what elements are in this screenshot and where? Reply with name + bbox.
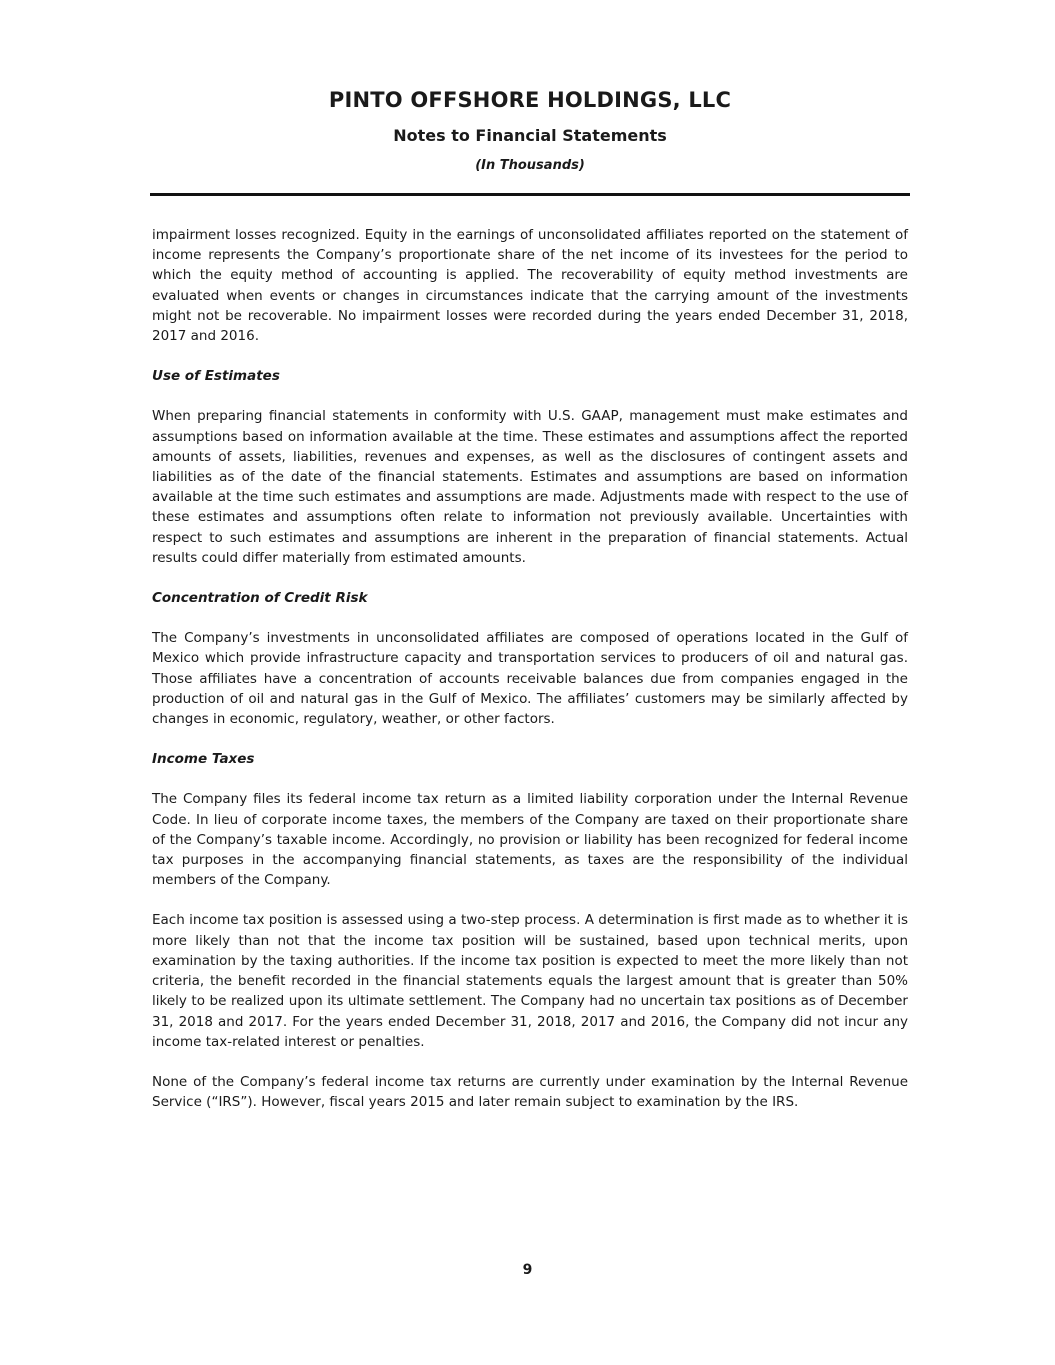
intro-paragraph: impairment losses recognized. Equity in the earnings of unconsolidated affiliates reported on the statement of income represents the Company’s proportionate share of the net income of its investees for the period to which the equity method of accounting is applied. The recoverability of equity method investments are evaluated when events or changes in circumstances indicate that the carrying amount of the investments might not be recoverable. No impairment losses were recorded during the years ended December 31, 2018, 2017 and 2016. — [152, 227, 908, 345]
income-taxes-paragraph-3: None of the Company’s federal income tax returns are currently under examination by the Internal Revenue Service (“IRS”). However, fiscal years 2015 and later remain subject to examination by the IRS. — [152, 1073, 908, 1111]
company-name: PINTO OFFSHORE HOLDINGS, LLC — [328, 88, 732, 112]
section-heading-credit-risk: Concentration of Credit Risk — [152, 590, 368, 607]
header-rule — [150, 193, 910, 196]
income-taxes-paragraph-2: Each income tax position is assessed using a two-step process. A determination is first made as to whether it is more likely than not that the income tax position will be sustained, based upon technical merits, upon examination by the taxing authorities. If the income tax position is expected to meet the more likely than not criteria, the benefit recorded in the financial statements equals the largest amount that is greater than 50% likely to be realized upon its ultimate settlement. The Company had no uncertain tax positions as of December 31, 2018 and 2017. For the years ended December 31, 2018, 2017 and 2016, the Company did not incur any income tax-related interest or penalties. — [152, 912, 908, 1050]
document-subtitle: Notes to Financial Statements — [393, 126, 667, 145]
estimates-paragraph: When preparing financial statements in conformity with U.S. GAAP, management must make estimates and assumptions based on information available at the time. These estimates and assumptions affect the reported amounts of assets, liabilities, revenues and expenses, as well as the disclosures of contingent assets and liabilities as of the date of the financial statements. Estimates and assumptions are based on information available at the time such estimates and assumptions are made. Adjustments made with respect to the use of these estimates and assumptions often relate to information not previously available. Uncertainties with respect to such estimates and assumptions are inherent in the preparation of financial statements. Actual results could differ materially from estimated amounts. — [152, 408, 908, 566]
units-note: (In Thousands) — [475, 158, 585, 173]
income-taxes-paragraph-1: The Company files its federal income tax return as a limited liability corporation under the Internal Revenue Code. In lieu of corporate income taxes, the members of the Company are taxed on their proportionate share of the Company’s taxable income. Accordingly, no provision or liability has been recognized for federal income tax purposes in the accompanying financial statements, as taxes are the responsibility of the individual members of the Company. — [152, 791, 908, 889]
document-header — [150, 88, 910, 173]
credit-risk-paragraph: The Company’s investments in unconsolidated affiliates are composed of operations located in the Gulf of Mexico which provide infrastructure capacity and transportation services to producers of oil and natural gas. Those affiliates have a concentration of accounts receivable balances due from companies engaged in the production of oil and natural gas in the Gulf of Mexico. The affiliates’ customers may be similarly affected by changes in economic, regulatory, weather, or other factors. — [152, 630, 908, 728]
section-heading-use-of-estimates: Use of Estimates — [152, 368, 280, 385]
page-number: 9 — [522, 1262, 533, 1278]
document-body — [152, 225, 908, 1132]
section-heading-income-taxes: Income Taxes — [152, 751, 255, 768]
